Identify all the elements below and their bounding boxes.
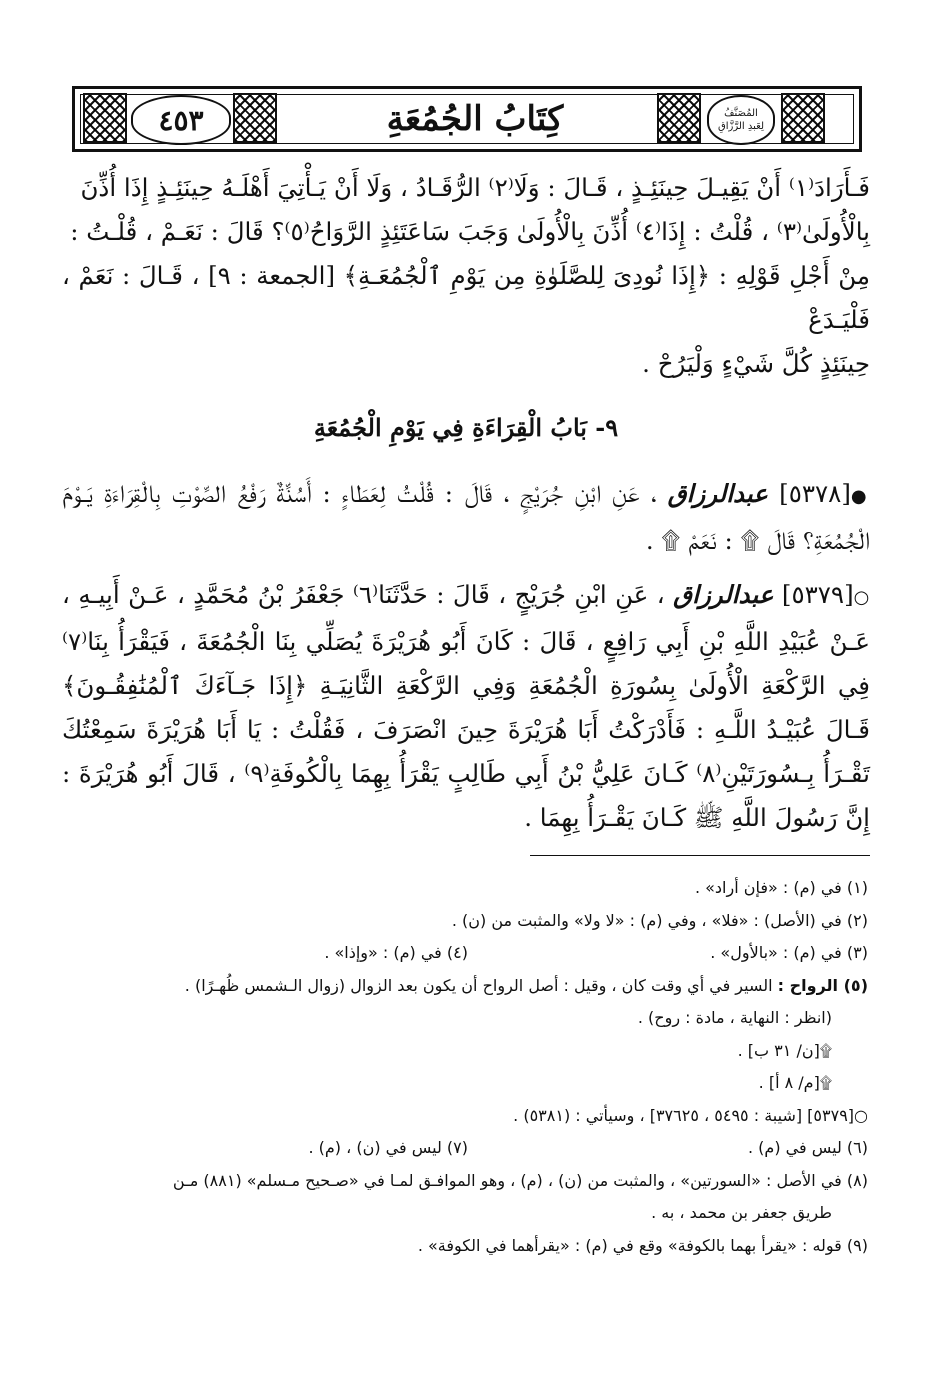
footnotes [64,872,868,1262]
ornament-right-inner-icon [657,93,701,143]
text-line-4: حِينَئِذٍ كُلَّ شَيْءٍ وَلْيَرُحْ . [642,349,870,378]
footnote-row-6-7 [64,1132,868,1165]
manuscript-mark-2: ۩[م/ ٨ أ] . [758,1073,832,1092]
main-text [62,166,870,840]
hadith-text: ، عَنِ ابْنِ جُرَيْجٍ ، قَالَ : حَدَّثَنَا⁽٦⁾ جَعْفَرُ بْنُ مُحَمَّدٍ ، عَـنْ أَبِيـهِ ، عَـنْ عُبَيْدِ اللَّهِ بْنِ أَبِي رَافِعٍ ، قَالَ : كَانَ أَبُو هُرَيْرَةَ يُصَلِّي بِنَا الْجُمُعَةَ ، فَيَقْرَأُ بِنَا⁽٧⁾ فِي الرَّكْعَةِ الْأُولَىٰ بِسُورَةِ الْجُمُعَةِ وَفِي الرَّكْعَةِ الثَّانِيَـةِ ﴿إِذَا جَـآءَكَ ٱلْمُنَٰفِقُـونَ﴾ قَـالَ عُبَيْـدُ اللَّـهِ : فَأَدْرَكْتُ أَبَا هُرَيْرَةَ حِينَ انْصَرَفَ ، فَقُلْتُ : يَا أَبَا هُرَيْرَةَ سَمِعْتُكَ تَقْـرَأُ بِـسُورَتَيْنِ⁽٨⁾ كَـانَ عَلِيُّ بْنُ أَبِي طَالِبٍ يَقْرَأُ بِهِمَا بِالْكُوفَةِ⁽٩⁾ ، قَالَ أَبُو هُرَيْرَةَ : إِنَّ رَسُولَ اللَّهِ ﷺ كَـانَ يَقْـرَأُ بِهِمَا . [62,580,870,832]
hadith-marker-filled-icon: ● [850,486,870,507]
ornament-right-outer-icon [781,93,825,143]
author-name: عبدالرزاق [673,580,774,609]
hadith-5379 [62,573,870,840]
ornament-left-inner-icon [233,93,277,143]
emblem-line-1: المُصَنَّفُ [724,108,758,119]
emblem-line-2: لِعَبدِ الرَّزَّاقِ [717,121,765,132]
takhrij-5379: ○[٥٣٧٩] [شيبة : ٥٤٩٥ ، ٣٧٦٢٥] ، وسيأتي : (٥٣٨١) . [513,1105,868,1125]
hadith-number: [٥٣٧٩] [781,580,854,609]
footnote-5-label: (٥) الرواح : [777,975,868,995]
footnote-8: (٨) في الأصل : «السورتين» ، والمثبت من (ن) ، (م) ، وهو الموافـق لمـا في «صـحيح مـسلم» (٨٨١) مـن [172,1170,868,1190]
page-number: ٤٥٣ [131,95,231,145]
footnote-6: (٦) ليس في (م) . [748,1138,868,1157]
footnote-separator [530,855,870,856]
footnote-7: (٧) ليس في (ن) ، (م) . [308,1138,468,1157]
chapter-heading: ٩- بَابُ الْقِرَاءَةِ فِي يَوْمِ الْجُمُعَةِ [313,413,619,442]
ornament-left-outer-icon [83,93,127,143]
author-name: عبدالرزاق [667,479,768,508]
footnote-row-3-4 [64,937,868,970]
footnote-5-reference: (انظر : النهاية ، مادة : روح) . [637,1008,832,1027]
hadith-text: ، عَنِ ابْنِ جُرَيْجٍ ، قَالَ : قُلْتُ لِعَطَاءٍ : أَسُنَّةٌ رَفْعُ الصَّوْتِ بِالْقِرَاءَةِ يَـوْمَ الْجُمُعَةِ؟ قَالَ ۩ : نَعَمْ ۩ . [62,479,870,555]
footnote-9: (٩) قوله : «يقرأ بهما بالكوفة» وقع في (م) : «يقرأهما في الكوفة» . [417,1235,868,1255]
book-title: كِتَابُ الجُمُعَةِ [386,99,564,139]
footnote-5-text: السير في أي وقت كان ، وقيل : أصل الرواح أن يكون بعد الزوال (زوال الـشمس ظُهـرًا) . [184,975,773,995]
footnote-8-continuation: طريق جعفر بن محمد ، به . [651,1203,832,1222]
hadith-5378 [62,472,870,563]
emblem-logo [707,95,775,145]
footnote-2: (٢) في (الأصل) : «فلا» ، وفي (م) : «لا ولا» والمثبت من (ن) . [451,910,868,930]
hadith-number: [٥٣٧٨] [779,479,851,508]
footnote-1: (١) في (م) : «فإن أراد» . [694,878,868,897]
footnote-4: (٤) في (م) : «وإذا» . [324,943,468,962]
page-header [72,86,862,152]
hadith-marker-hollow-icon: ○ [853,587,870,608]
footnote-3: (٣) في (م) : «بالأول» . [710,943,868,962]
text-line-2: بِالْأُولَىٰ⁽٣⁾ ، قُلْتُ : إِذَا⁽٤⁾ أُذِّنَ بِالْأُولَىٰ وَجَبَ سَاعَتَئِذٍ الرَّوَاحُ⁽٥⁾؟ قَالَ : نَعَـمْ ، قُلْـتُ : [70,217,870,246]
text-line-1: فَـأَرَادَ⁽١⁾ أَنْ يَقِيـلَ حِينَئِـذٍ ، قَـالَ : وَلَا⁽٢⁾ الرُّقَـادُ ، وَلَا أَنْ يَـأْتِيَ أَهْلَـهُ حِينَئِـذٍ إِذَا أُذِّنَ [80,173,870,202]
footnote-5 [64,970,868,1003]
manuscript-mark-1: ۩[ن/ ٣١ ب] . [737,1040,832,1060]
text-line-3: مِنْ أَجْلِ قَوْلِهِ : ﴿إِذَا نُودِىَ لِلصَّلَوٰةِ مِن يَوْمِ ٱلْجُمُعَـةِ﴾ [الجمعة : ٩] ، قَـالَ : نَعَمْ ، فَلْيَـدَعْ [62,261,870,334]
